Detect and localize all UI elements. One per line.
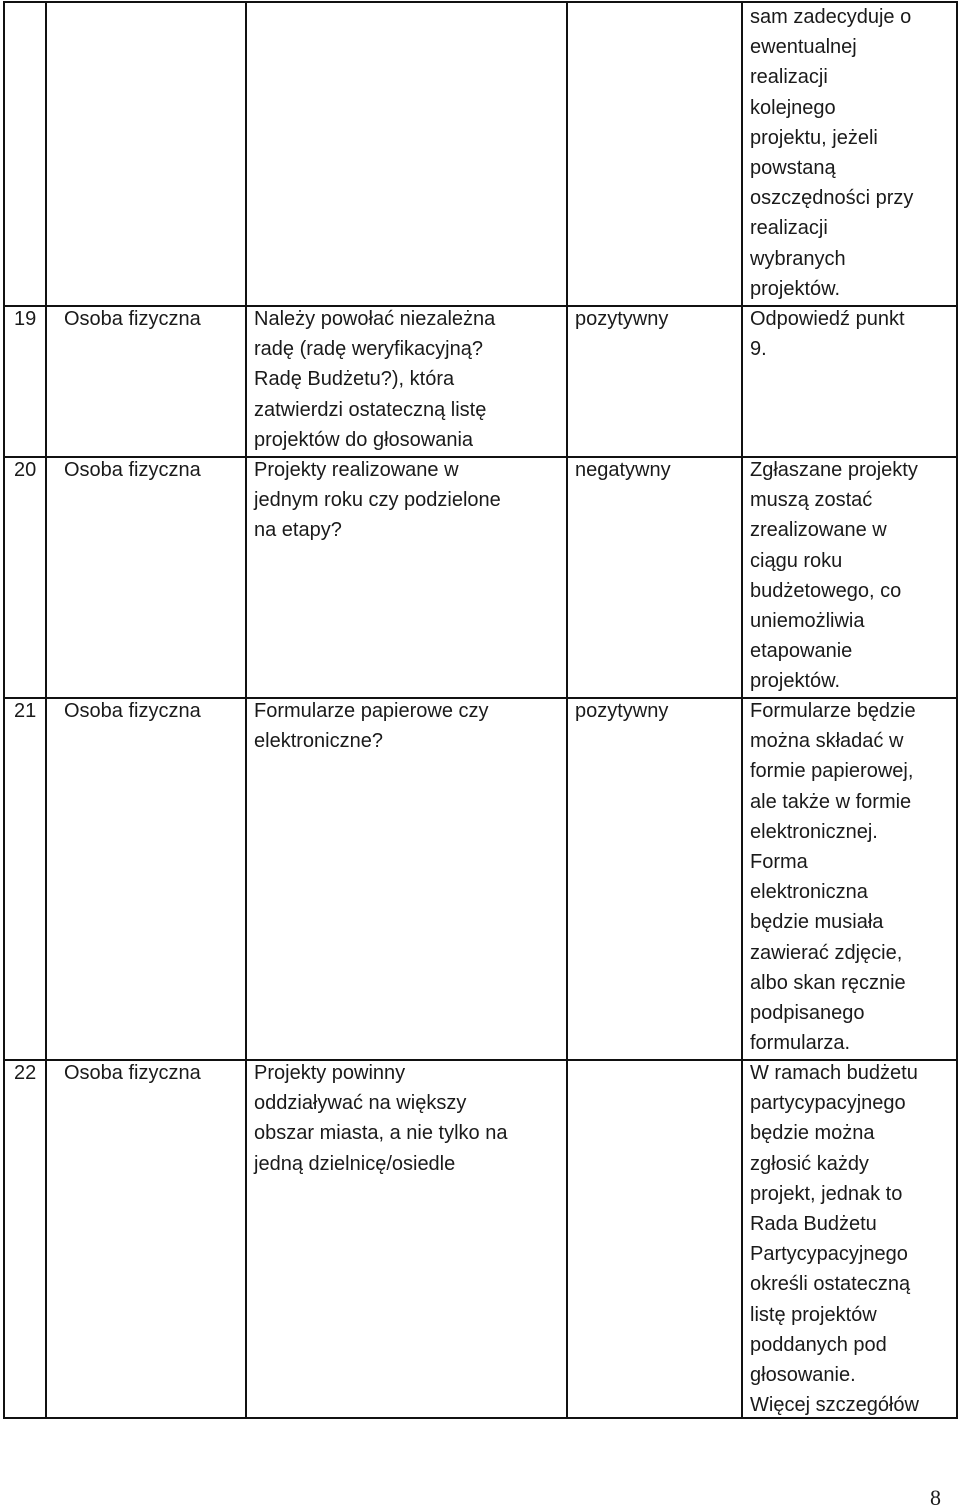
author-cell: Osoba fizyczna: [64, 700, 201, 722]
author-cell: Osoba fizyczna: [64, 308, 201, 330]
answer-cell: Odpowiedź punkt 9.: [750, 308, 905, 361]
row-number: 20: [14, 459, 37, 481]
answer-cell: Formularze będzie można składać w formie papierowej, ale także w formie elektronicznej. Forma elektroniczna będzie musiała zawierać zdjęcie, albo skan ręcznie podpisanego formularza.: [750, 700, 916, 1055]
row-number: 19: [14, 308, 37, 330]
question-cell: Należy powołać niezależna radę (radę weryfikacyjną? Radę Budżetu?), która zatwierdzi ostateczną listę projektów do głosowania: [254, 308, 496, 451]
opinion-cell: negatywny: [575, 459, 671, 481]
answer-cell: W ramach budżetu partycypacyjnego będzie można zgłosić każdy projekt, jednak to Rada Budżetu Partycypacyjnego określi ostateczną listę projektów poddanych pod głosowanie. Więcej szczegółów: [750, 1062, 919, 1417]
row-number: 22: [14, 1062, 37, 1084]
opinion-cell: pozytywny: [575, 308, 669, 330]
author-cell: Osoba fizyczna: [64, 459, 201, 481]
column-divider: [245, 3, 247, 1417]
column-divider: [566, 3, 568, 1417]
author-cell: Osoba fizyczna: [64, 1062, 201, 1084]
question-cell: Projekty realizowane w jednym roku czy podzielone na etapy?: [254, 459, 501, 542]
page-number: 8: [930, 1485, 941, 1510]
row-number: 21: [14, 700, 37, 722]
question-cell: Formularze papierowe czy elektroniczne?: [254, 700, 489, 753]
answer-cell: sam zadecyduje o ewentualnej realizacji kolejnego projektu, jeżeli powstaną oszczędności przy realizacji wybranych projektów.: [750, 6, 914, 300]
answer-cell: Zgłaszane projekty muszą zostać zrealizowane w ciągu roku budżetowego, co uniemożliwia etapowanie projektów.: [750, 459, 918, 693]
opinion-cell: pozytywny: [575, 700, 669, 722]
column-divider: [741, 3, 743, 1417]
column-divider: [45, 3, 47, 1417]
question-cell: Projekty powinny oddziaływać na większy obszar miasta, a nie tylko na jedną dzielnicę/osiedle: [254, 1062, 508, 1175]
